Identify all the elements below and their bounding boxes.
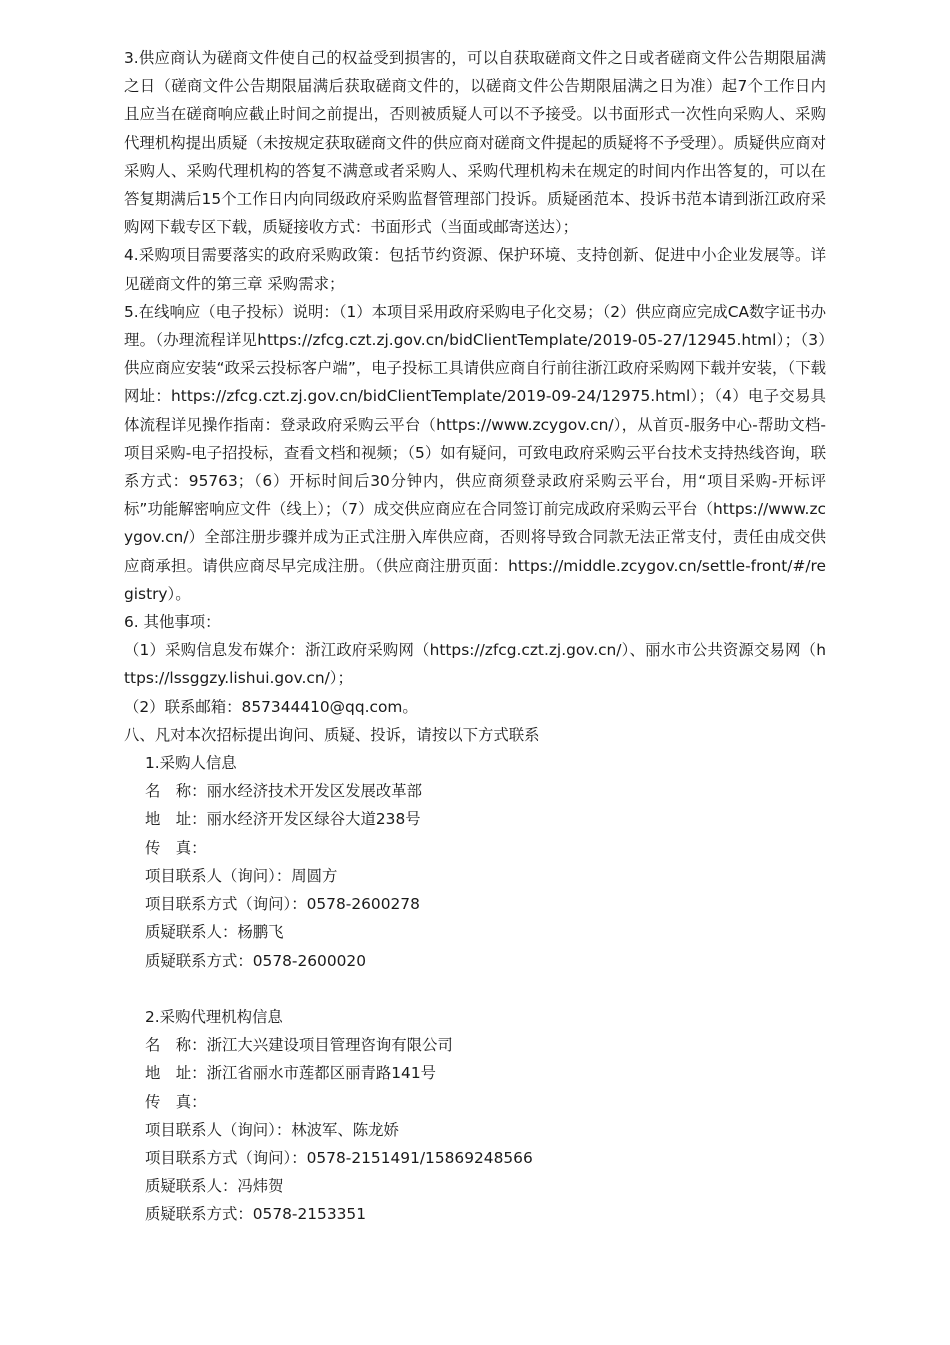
document-page <box>124 44 826 1229</box>
purchaser-complaint-contact: 质疑联系人：杨鹏飞 <box>145 923 284 942</box>
paragraph-procurement-policy: 4.采购项目需要落实的政府采购政策：包括节约资源、保护环境、支持创新、促进中小企业发展等。详见磋商文件的第三章 采购需求； <box>124 246 826 293</box>
other-matters-media: （1）采购信息发布媒介：浙江政府采购网（https://zfcg.czt.zj.gov.cn/）、丽水市公共资源交易网（https://lssggzy.lishui.gov.cn/）； <box>124 641 826 688</box>
agency-info <box>124 1003 826 1229</box>
purchaser-phone: 项目联系方式（询问）：0578-2600278 <box>145 895 420 914</box>
agency-name: 名 称：浙江大兴建设项目管理咨询有限公司 <box>145 1036 453 1055</box>
agency-fax: 传 真： <box>145 1092 207 1111</box>
agency-address: 地 址：浙江省丽水市莲都区丽青路141号 <box>145 1064 437 1083</box>
purchaser-contact: 项目联系人（询问）：周圆方 <box>145 866 338 885</box>
section-spacer <box>124 975 826 1003</box>
agency-complaint-contact: 质疑联系人：冯炜贺 <box>145 1177 284 1196</box>
purchaser-address: 地 址：丽水经济开发区绿谷大道238号 <box>145 810 421 829</box>
purchaser-name: 名 称：丽水经济技术开发区发展改革部 <box>145 782 423 801</box>
paragraph-online-bidding: 5.在线响应（电子投标）说明：（1）本项目采用政府采购电子化交易；（2）供应商应完成CA数字证书办理。（办理流程详见https://zfcg.czt.zj.gov.cn/bidClientTemplate/2019-05-27/12945.html）；（3）供应商应安装“政采云投标客户端”，电子投标工具请供应商自行前往浙江政府采购网下载并安装，（下载网址：https://zfcg.czt.zj.gov.cn/bidClientTemplate/2019-09-24/12975.html）；（4）电子交易具体流程详见操作指南：登录政府采购云平台（https://www.zcygov.cn/），从首页-服务中心-帮助文档-项目采购-电子招投标，查看文档和视频；（5）如有疑问，可致电政府采购云平台技术支持热线咨询，联系方式：95763；（6）开标时间后30分钟内，供应商须登录政府采购云平台，用“项目采购-开标评标”功能解密响应文件（线上）；（7）成交供应商应在合同签订前完成政府采购云平台（https://www.zcygov.cn/）全部注册步骤并成为正式注册入库供应商，否则将导致合同款无法正常支付，责任由成交供应商承担。请供应商尽早完成注册。（供应商注册页面：https://middle.zcygov.cn/settle-front/#/registry）。 <box>124 302 826 603</box>
other-matters-email: （2）联系邮箱：857344410@qq.com。 <box>124 697 418 716</box>
other-matters-title: 6. 其他事项： <box>124 613 221 632</box>
agency-heading: 2.采购代理机构信息 <box>145 1007 283 1026</box>
agency-contact: 项目联系人（询问）：林波军、陈龙娇 <box>145 1120 399 1139</box>
purchaser-complaint-phone: 质疑联系方式：0578-2600020 <box>145 951 366 970</box>
agency-complaint-phone: 质疑联系方式：0578-2153351 <box>145 1205 366 1224</box>
agency-phone: 项目联系方式（询问）：0578-2151491/15869248566 <box>145 1148 533 1167</box>
purchaser-heading: 1.采购人信息 <box>145 754 237 773</box>
purchaser-fax: 传 真： <box>145 838 207 857</box>
section-eight-heading: 八、凡对本次招标提出询问、质疑、投诉，请按以下方式联系 <box>124 725 540 744</box>
purchaser-info <box>124 749 826 975</box>
paragraph-complaint-rules: 3.供应商认为磋商文件使自己的权益受到损害的，可以自获取磋商文件之日或者磋商文件公告期限届满之日（磋商文件公告期限届满后获取磋商文件的，以磋商文件公告期限届满之日为准）起7个工作日内且应当在磋商响应截止时间之前提出，否则被质疑人可以不予接受。以书面形式一次性向采购人、采购代理机构提出质疑（未按规定获取磋商文件的供应商对磋商文件提起的质疑将不予受理）。质疑供应商对采购人、采购代理机构的答复不满意或者采购人、采购代理机构未在规定的时间内作出答复的，可以在答复期满后15个工作日内向同级政府采购监督管理部门投诉。质疑函范本、投诉书范本请到浙江政府采购网下载专区下载，质疑接收方式：书面形式（当面或邮寄送达）； <box>124 49 826 237</box>
